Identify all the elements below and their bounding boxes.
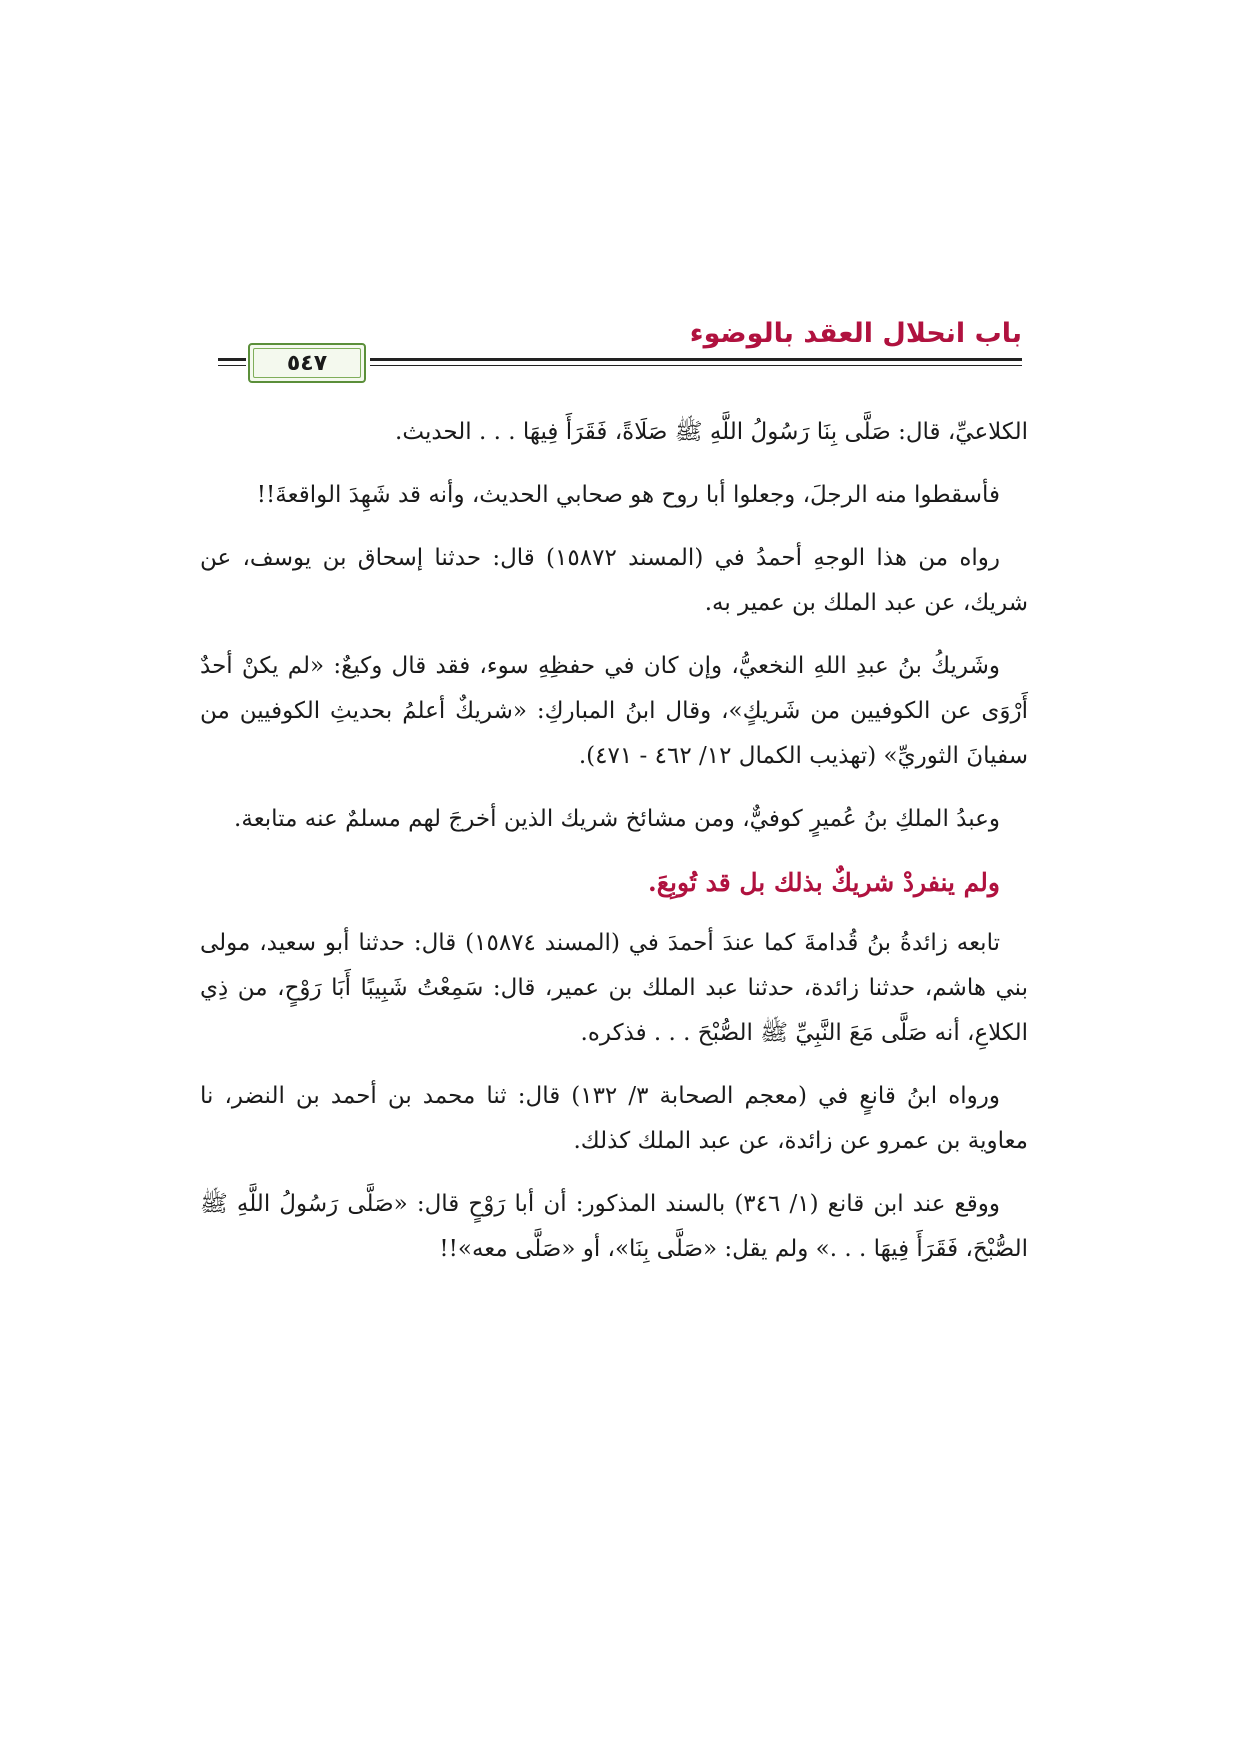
paragraph: وعبدُ الملكِ بنُ عُميرٍ كوفيٌّ، ومن مشائخ شريك الذين أخرجَ لهم مسلمٌ عنه متابعة.	[234, 806, 1000, 832]
paragraph: تابعه زائدةُ بنُ قُدامةَ كما عندَ أحمدَ في (المسند ١٥٨٧٤) قال: حدثنا أبو سعيد، مولى بني هاشم، حدثنا زائدة، حدثنا عبد الملك بن عمير، قال: سَمِعْتُ شَبِيبًا أَبَا رَوْحٍ، من ذِي الكلاعِ، أنه صَلَّى مَعَ النَّبِيِّ ﷺ الصُّبْحَ . . . فذكره.	[200, 930, 1028, 1046]
paragraph: رواه من هذا الوجهِ أحمدُ في (المسند ١٥٨٧٢) قال: حدثنا إسحاق بن يوسف، عن شريك، عن عبد الملك بن عمير به.	[200, 545, 1028, 616]
page-body	[200, 410, 1028, 1290]
paragraph: الكلاعيِّ، قال: صَلَّى بِنَا رَسُولُ اللَّهِ ﷺ صَلَاةً، فَقَرَأَ فِيهَا . . . الحديث.	[395, 419, 1028, 445]
paragraph: وشَريكُ بنُ عبدِ اللهِ النخعيُّ، وإن كان في حفظِهِ سوء، فقد قال وكيعٌ: «لم يكنْ أحدٌ أَرْوَى عن الكوفيين من شَريكٍ»، وقال ابنُ المباركِ: «شريكٌ أعلمُ بحديثِ الكوفيين من سفيانَ الثوريِّ» (تهذيب الكمال ١٢/ ٤٦٢ - ٤٧١).	[200, 653, 1028, 769]
paragraph: فأسقطوا منه الرجلَ، وجعلوا أبا روح هو صحابي الحديث، وأنه قد شَهِدَ الواقعةَ!!	[256, 482, 1000, 508]
section-heading: ولم ينفردْ شريكٌ بذلك بل قد تُوبِعَ.	[648, 868, 1000, 897]
chapter-title: باب انحلال العقد بالوضوء	[689, 318, 1022, 349]
paragraph: ووقع عند ابن قانع (١/ ٣٤٦) بالسند المذكور: أن أبا رَوْحٍ قال: «صَلَّى رَسُولُ اللَّهِ ﷺ الصُّبْحَ، فَقَرَأَ فِيهَا . . .» ولم يقل: «صَلَّى بِنَا»، أو «صَلَّى معه»!!	[200, 1191, 1028, 1262]
header-rule-right	[370, 358, 1022, 366]
header-rule-left	[218, 358, 246, 366]
page-header	[218, 318, 1022, 382]
page-number-badge	[248, 343, 366, 383]
page-number: ٥٤٧	[286, 350, 328, 376]
paragraph: ورواه ابنُ قانعٍ في (معجم الصحابة ٣/ ١٣٢) قال: ثنا محمد بن أحمد بن النضر، نا معاوية بن عمرو عن زائدة، عن عبد الملك كذلك.	[200, 1083, 1028, 1154]
